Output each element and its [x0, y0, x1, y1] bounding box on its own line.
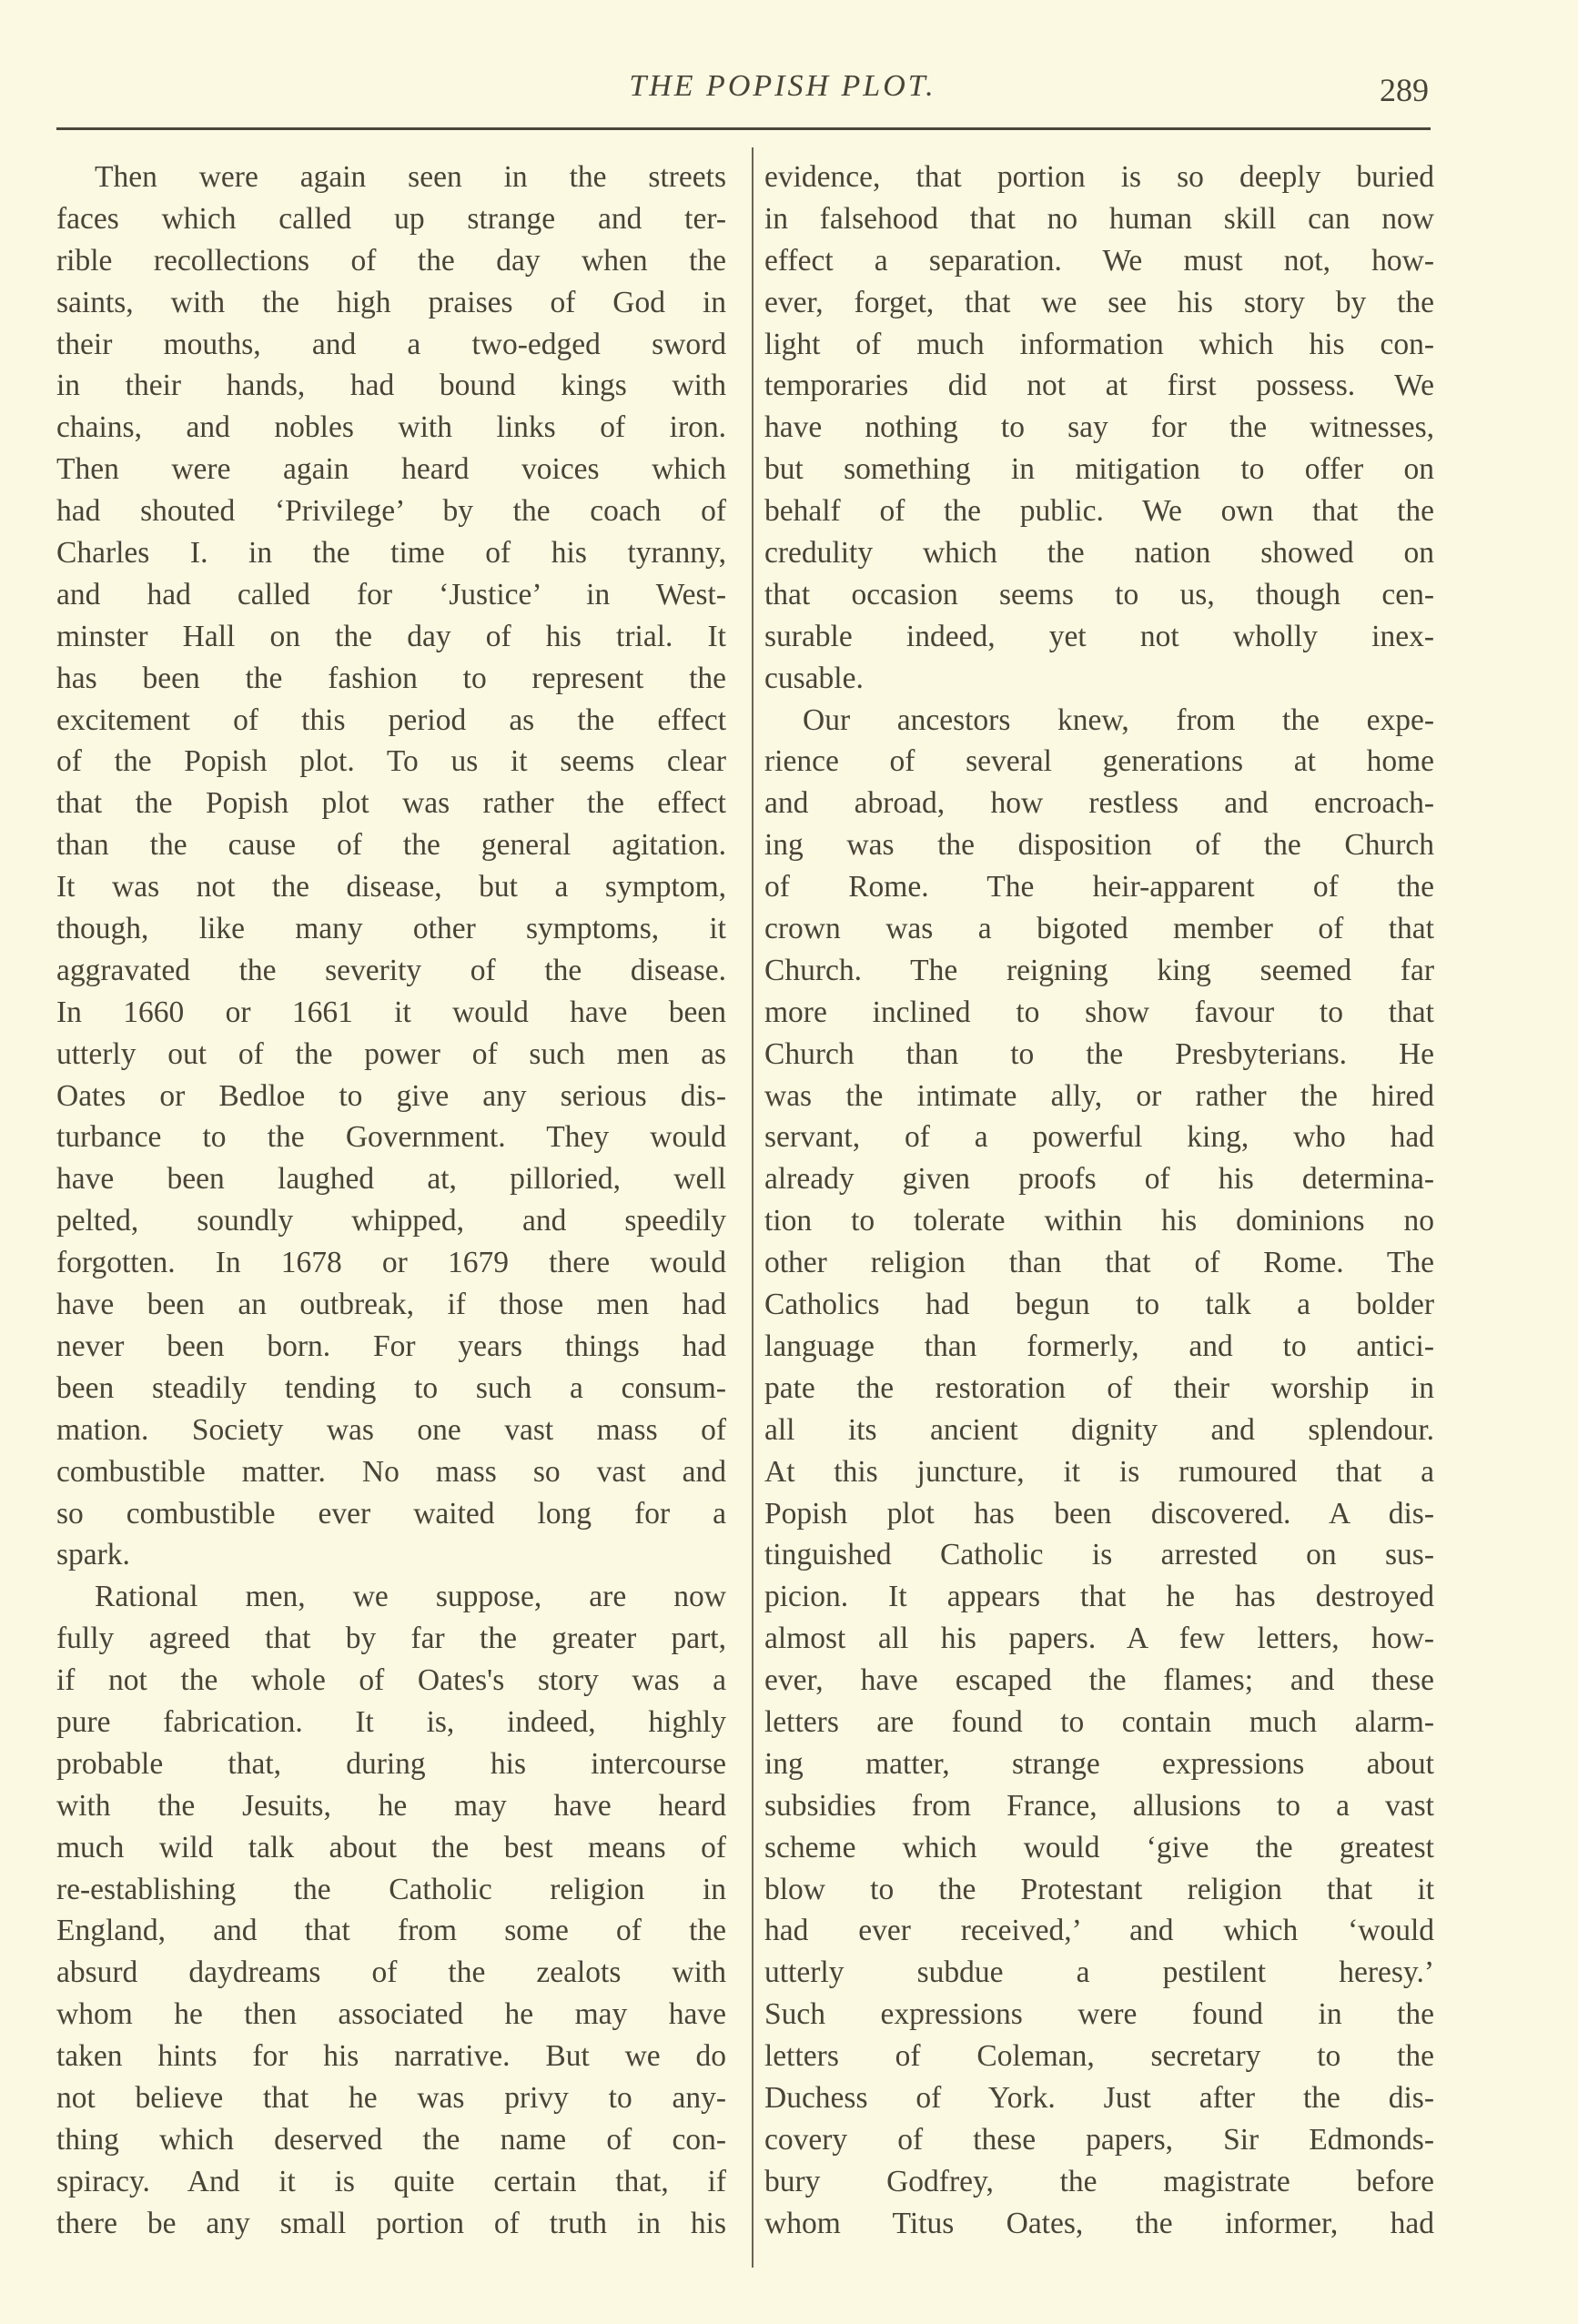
- text-line: faces which called up strange and ter-: [56, 201, 726, 236]
- text-line: combustible matter. No mass so vast and: [56, 1454, 726, 1489]
- text-line: utterly subdue a pestilent heresy.’: [764, 1955, 1434, 1990]
- text-line: At this juncture, it is rumoured that a: [764, 1454, 1434, 1489]
- text-line: that the Popish plot was rather the effect: [56, 786, 726, 821]
- text-line: absurd daydreams of the zealots with: [56, 1955, 726, 1990]
- text-line: blow to the Protestant religion that it: [764, 1872, 1434, 1906]
- text-line: had shouted ‘Privilege’ by the coach of: [56, 494, 726, 529]
- text-line: Such expressions were found in the: [764, 1997, 1434, 2032]
- text-line: utterly out of the power of such men as: [56, 1036, 726, 1071]
- text-line: other religion than that of Rome. The: [764, 1246, 1434, 1280]
- text-line: temporaries did not at first possess. We: [764, 369, 1434, 403]
- text-line: much wild talk about the best means of: [56, 1830, 726, 1864]
- text-line: In 1660 or 1661 it would have been: [56, 995, 726, 1029]
- text-line: forgotten. In 1678 or 1679 there would: [56, 1246, 726, 1280]
- header-rule: [56, 127, 1431, 130]
- text-line: had ever received,’ and which ‘would: [764, 1914, 1434, 1948]
- text-line: England, and that from some of the: [56, 1914, 726, 1948]
- text-line: though, like many other symptoms, it: [56, 912, 726, 946]
- right-column: [764, 157, 1434, 2245]
- text-line: fully agreed that by far the greater part,: [56, 1622, 726, 1656]
- text-line: Then were again heard voices which: [56, 452, 726, 487]
- text-line: Then were again seen in the streets: [95, 160, 726, 194]
- text-line: in falsehood that no human skill can now: [764, 201, 1434, 236]
- column-divider: [752, 147, 754, 2268]
- text-line: chains, and nobles with links of iron.: [56, 410, 726, 445]
- text-line: so combustible ever waited long for a: [56, 1496, 726, 1531]
- text-line: light of much information which his con-: [764, 327, 1434, 361]
- text-line: Rational men, we suppose, are now: [95, 1580, 726, 1614]
- text-line: pate the restoration of their worship in: [764, 1370, 1434, 1405]
- text-line: been steadily tending to such a consum-: [56, 1370, 726, 1405]
- text-line: mation. Society was one vast mass of: [56, 1412, 726, 1447]
- text-line: behalf of the public. We own that the: [764, 494, 1434, 529]
- text-line: but something in mitigation to offer on: [764, 452, 1434, 487]
- text-line: language than formerly, and to antici-: [764, 1329, 1434, 1363]
- text-line: of Rome. The heir-apparent of the: [764, 870, 1434, 904]
- text-line: saints, with the high praises of God in: [56, 285, 726, 319]
- text-line: there be any small portion of truth in his: [56, 2206, 726, 2240]
- text-line: ever, forget, that we see his story by the: [764, 285, 1434, 319]
- text-line: minster Hall on the day of his trial. It: [56, 619, 726, 653]
- text-line: turbance to the Government. They would: [56, 1120, 726, 1155]
- text-line: letters of Coleman, secretary to the: [764, 2039, 1434, 2074]
- text-line: subsidies from France, allusions to a vast: [764, 1788, 1434, 1823]
- text-line: was the intimate ally, or rather the hired: [764, 1078, 1434, 1113]
- text-line: taken hints for his narrative. But we do: [56, 2039, 726, 2074]
- text-line: and abroad, how restless and encroach-: [764, 786, 1434, 821]
- text-line: crown was a bigoted member of that: [764, 912, 1434, 946]
- text-line: all its ancient dignity and splendour.: [764, 1412, 1434, 1447]
- text-line: scheme which would ‘give the greatest: [764, 1830, 1434, 1864]
- text-line: their mouths, and a two-edged sword: [56, 327, 726, 361]
- text-line: re-establishing the Catholic religion in: [56, 1872, 726, 1906]
- text-line: have been laughed at, pilloried, well: [56, 1162, 726, 1197]
- text-line: ing was the disposition of the Church: [764, 828, 1434, 863]
- text-line: Oates or Bedloe to give any serious dis-: [56, 1078, 726, 1113]
- text-line: spark.: [56, 1538, 130, 1572]
- text-line: if not the whole of Oates's story was a: [56, 1663, 726, 1698]
- text-line: with the Jesuits, he may have heard: [56, 1788, 726, 1823]
- text-line: Popish plot has been discovered. A dis-: [764, 1496, 1434, 1531]
- text-line: Our ancestors knew, from the expe-: [803, 702, 1434, 737]
- text-line: servant, of a powerful king, who had: [764, 1120, 1434, 1155]
- running-head: [55, 66, 1438, 111]
- text-line: Duchess of York. Just after the dis-: [764, 2080, 1434, 2115]
- text-line: Charles I. in the time of his tyranny,: [56, 536, 726, 571]
- text-line: effect a separation. We must not, how-: [764, 243, 1434, 278]
- text-line: rible recollections of the day when the: [56, 243, 726, 278]
- text-line: whom he then associated he may have: [56, 1997, 726, 2032]
- text-line: rience of several generations at home: [764, 744, 1434, 779]
- text-line: whom Titus Oates, the informer, had: [764, 2206, 1434, 2240]
- text-line: probable that, during his intercourse: [56, 1746, 726, 1781]
- text-line: Catholics had begun to talk a bolder: [764, 1288, 1434, 1322]
- text-line: thing which deserved the name of con-: [56, 2122, 726, 2157]
- text-line: already given proofs of his determina-: [764, 1162, 1434, 1197]
- text-line: have nothing to say for the witnesses,: [764, 410, 1434, 445]
- text-line: more inclined to show favour to that: [764, 995, 1434, 1029]
- text-line: that occasion seems to us, though cen-: [764, 577, 1434, 611]
- text-line: ever, have escaped the flames; and these: [764, 1663, 1434, 1698]
- running-title: THE POPISH PLOT.: [629, 69, 936, 103]
- text-line: pure fabrication. It is, indeed, highly: [56, 1704, 726, 1739]
- text-line: bury Godfrey, the magistrate before: [764, 2164, 1434, 2198]
- text-line: tion to tolerate within his dominions no: [764, 1204, 1434, 1238]
- page-number: 289: [1380, 72, 1429, 108]
- text-line: have been an outbreak, if those men had: [56, 1288, 726, 1322]
- text-line: in their hands, had bound kings with: [56, 369, 726, 403]
- text-line: evidence, that portion is so deeply buried: [764, 160, 1434, 194]
- text-line: aggravated the severity of the disease.: [56, 953, 726, 987]
- text-line: Church than to the Presbyterians. He: [764, 1036, 1434, 1071]
- text-line: picion. It appears that he has destroyed: [764, 1580, 1434, 1614]
- text-line: almost all his papers. A few letters, how-: [764, 1622, 1434, 1656]
- text-line: has been the fashion to represent the: [56, 661, 726, 695]
- text-line: Church. The reigning king seemed far: [764, 953, 1434, 987]
- text-line: not believe that he was privy to any-: [56, 2080, 726, 2115]
- text-line: and had called for ‘Justice’ in West-: [56, 577, 726, 611]
- text-line: ing matter, strange expressions about: [764, 1746, 1434, 1781]
- text-line: never been born. For years things had: [56, 1329, 726, 1363]
- text-line: pelted, soundly whipped, and speedily: [56, 1204, 726, 1238]
- text-line: spiracy. And it is quite certain that, if: [56, 2164, 726, 2198]
- text-line: It was not the disease, but a symptom,: [56, 870, 726, 904]
- left-column: [56, 157, 726, 2245]
- text-line: tinguished Catholic is arrested on sus-: [764, 1538, 1434, 1572]
- text-line: letters are found to contain much alarm-: [764, 1704, 1434, 1739]
- text-line: covery of these papers, Sir Edmonds-: [764, 2122, 1434, 2157]
- text-line: of the Popish plot. To us it seems clear: [56, 744, 726, 779]
- text-line: than the cause of the general agitation.: [56, 828, 726, 863]
- text-line: credulity which the nation showed on: [764, 536, 1434, 571]
- text-line: excitement of this period as the effect: [56, 702, 726, 737]
- text-line: cusable.: [764, 661, 864, 695]
- text-line: surable indeed, yet not wholly inex-: [764, 619, 1434, 653]
